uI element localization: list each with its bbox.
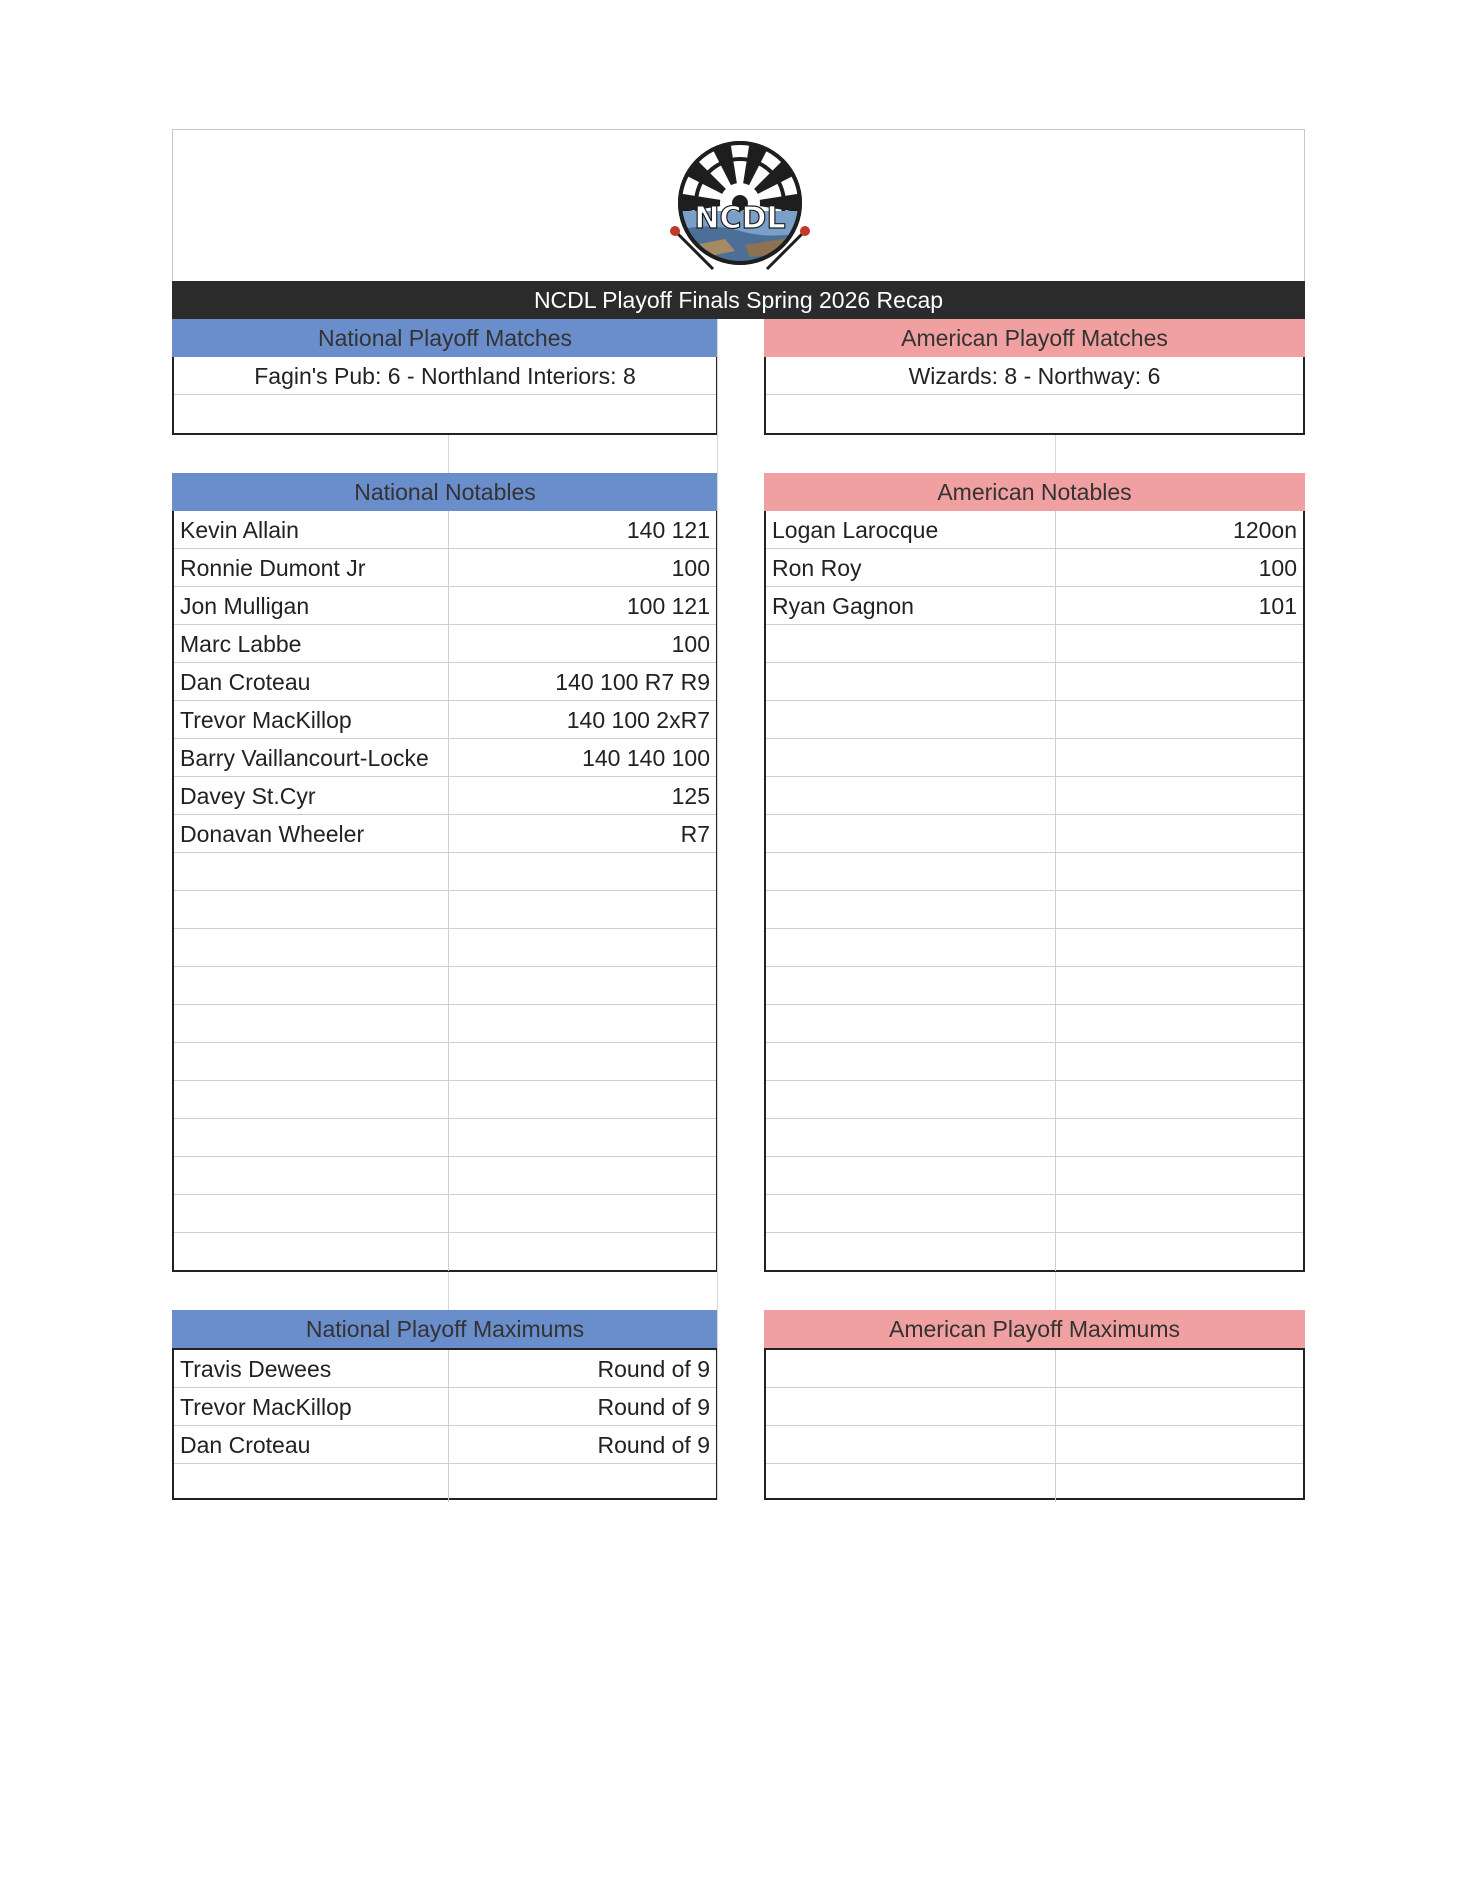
column-gap xyxy=(717,319,764,1500)
national-notable-row xyxy=(174,739,716,777)
american-notable-row xyxy=(766,511,1303,549)
empty-row xyxy=(766,967,1303,1005)
empty-row xyxy=(766,1426,1303,1464)
column-divider xyxy=(448,739,449,776)
column-divider xyxy=(448,511,449,548)
empty-row xyxy=(766,1081,1303,1119)
column-divider xyxy=(1055,587,1056,624)
empty-row xyxy=(766,395,1303,433)
column-divider xyxy=(1055,815,1056,852)
empty-row xyxy=(766,929,1303,967)
empty-row xyxy=(174,1233,716,1271)
american-maximums-header: American Playoff Maximums xyxy=(764,1310,1305,1348)
american-maximums-table xyxy=(764,1348,1305,1500)
empty-row xyxy=(766,1195,1303,1233)
column-divider xyxy=(1055,1233,1056,1271)
column-divider xyxy=(1055,891,1056,928)
national-notable-value: 140 100 2xR7 xyxy=(566,707,710,733)
national-notable-row xyxy=(174,511,716,549)
column-divider xyxy=(448,967,449,1004)
column-divider xyxy=(1055,1195,1056,1232)
column-divider xyxy=(1055,1043,1056,1080)
american-notable-name: Ryan Gagnon xyxy=(772,593,914,619)
empty-row xyxy=(174,1043,716,1081)
american-match-row xyxy=(766,357,1303,395)
empty-row xyxy=(174,395,716,433)
column-divider xyxy=(1055,1426,1056,1463)
american-match-result: Wizards: 8 - Northway: 6 xyxy=(908,363,1161,389)
empty-row xyxy=(174,1157,716,1195)
national-notable-value: 100 xyxy=(671,555,710,581)
grid-line xyxy=(448,1272,449,1310)
logo-text: NCDL xyxy=(694,201,786,236)
empty-row xyxy=(174,891,716,929)
american-notable-name: Logan Larocque xyxy=(772,517,939,543)
national-notable-row xyxy=(174,625,716,663)
empty-row xyxy=(174,1119,716,1157)
american-notables-header: American Notables xyxy=(764,473,1305,511)
column-divider xyxy=(1055,1119,1056,1156)
national-notable-name: Trevor MacKillop xyxy=(180,707,352,733)
column-divider xyxy=(1055,777,1056,814)
column-divider xyxy=(448,1005,449,1042)
national-maximums-header: National Playoff Maximums xyxy=(172,1310,718,1348)
column-divider xyxy=(1055,1005,1056,1042)
column-divider xyxy=(448,587,449,624)
empty-row xyxy=(766,1119,1303,1157)
column-divider xyxy=(448,815,449,852)
national-notable-row xyxy=(174,663,716,701)
column-divider xyxy=(448,663,449,700)
american-matches-header: American Playoff Matches xyxy=(764,319,1305,357)
column-divider xyxy=(1055,967,1056,1004)
national-notable-value: 125 xyxy=(671,783,710,809)
column-divider xyxy=(1055,1081,1056,1118)
column-divider xyxy=(448,1233,449,1271)
american-notable-value: 101 xyxy=(1258,593,1297,619)
column-divider xyxy=(1055,1464,1056,1502)
national-notable-name: Jon Mulligan xyxy=(180,593,310,619)
empty-row xyxy=(766,1157,1303,1195)
column-divider xyxy=(448,701,449,738)
column-divider xyxy=(448,1426,449,1463)
column-divider xyxy=(448,1157,449,1194)
national-notable-value: 100 121 xyxy=(626,593,710,619)
national-notable-row xyxy=(174,587,716,625)
national-notable-value: 140 140 100 xyxy=(582,745,710,771)
empty-row xyxy=(766,853,1303,891)
empty-row xyxy=(766,815,1303,853)
national-maximum-name: Dan Croteau xyxy=(180,1432,311,1458)
column-divider xyxy=(1055,549,1056,586)
national-notable-name: Marc Labbe xyxy=(180,631,302,657)
empty-row xyxy=(174,929,716,967)
national-notable-row xyxy=(174,701,716,739)
national-maximum-value: Round of 9 xyxy=(597,1394,710,1420)
column-divider xyxy=(1055,739,1056,776)
column-divider xyxy=(1055,663,1056,700)
national-notables-table xyxy=(172,511,718,1272)
column-divider xyxy=(448,1081,449,1118)
national-notable-value: 140 100 R7 R9 xyxy=(555,669,710,695)
national-matches-header: National Playoff Matches xyxy=(172,319,718,357)
national-notable-value: 140 121 xyxy=(626,517,710,543)
american-notable-name: Ron Roy xyxy=(772,555,862,581)
national-maximum-row xyxy=(174,1426,716,1464)
national-maximum-row xyxy=(174,1388,716,1426)
empty-row xyxy=(174,1081,716,1119)
american-notable-row xyxy=(766,549,1303,587)
national-notable-name: Kevin Allain xyxy=(180,517,299,543)
national-notable-row xyxy=(174,777,716,815)
american-notable-row xyxy=(766,587,1303,625)
national-notable-row xyxy=(174,815,716,853)
national-notable-name: Dan Croteau xyxy=(180,669,311,695)
empty-row xyxy=(174,967,716,1005)
empty-row xyxy=(766,1388,1303,1426)
national-notable-name: Donavan Wheeler xyxy=(180,821,365,847)
column-divider xyxy=(448,1043,449,1080)
national-notable-row xyxy=(174,549,716,587)
empty-row xyxy=(174,1464,716,1502)
national-match-row xyxy=(174,357,716,395)
empty-row xyxy=(766,891,1303,929)
american-notable-value: 120on xyxy=(1233,517,1297,543)
column-divider xyxy=(448,625,449,662)
column-divider xyxy=(448,1464,449,1502)
national-notable-value: 100 xyxy=(671,631,710,657)
empty-row xyxy=(766,663,1303,701)
empty-row xyxy=(766,1233,1303,1271)
column-divider xyxy=(1055,625,1056,662)
column-divider xyxy=(448,777,449,814)
column-divider xyxy=(448,1195,449,1232)
empty-row xyxy=(766,1350,1303,1388)
empty-row xyxy=(766,1464,1303,1502)
national-notable-name: Davey St.Cyr xyxy=(180,783,316,809)
national-notable-name: Barry Vaillancourt-Locke xyxy=(180,745,429,771)
column-divider xyxy=(448,1350,449,1387)
empty-row xyxy=(766,777,1303,815)
column-divider xyxy=(1055,1157,1056,1194)
empty-row xyxy=(766,701,1303,739)
column-divider xyxy=(1055,1350,1056,1387)
american-notable-value: 100 xyxy=(1258,555,1297,581)
national-notable-name: Ronnie Dumont Jr xyxy=(180,555,366,581)
column-divider xyxy=(448,891,449,928)
national-maximum-value: Round of 9 xyxy=(597,1432,710,1458)
american-notables-table xyxy=(764,511,1305,1272)
column-divider xyxy=(448,853,449,890)
empty-row xyxy=(174,853,716,891)
empty-row xyxy=(174,1005,716,1043)
national-matches-table xyxy=(172,357,718,435)
column-divider xyxy=(1055,929,1056,966)
national-maximum-row xyxy=(174,1350,716,1388)
column-divider xyxy=(448,1119,449,1156)
dartboard-logo-icon xyxy=(665,141,815,277)
grid-line xyxy=(1055,1272,1056,1310)
national-notable-value: R7 xyxy=(680,821,710,847)
column-divider xyxy=(1055,853,1056,890)
national-maximums-table xyxy=(172,1348,718,1500)
national-match-result: Fagin's Pub: 6 - Northland Interiors: 8 xyxy=(254,363,636,389)
national-maximum-name: Trevor MacKillop xyxy=(180,1394,352,1420)
grid-line xyxy=(448,435,449,473)
empty-row xyxy=(766,739,1303,777)
national-notables-header: National Notables xyxy=(172,473,718,511)
empty-row xyxy=(174,1195,716,1233)
column-divider xyxy=(1055,701,1056,738)
grid-line xyxy=(1055,435,1056,473)
column-divider xyxy=(1055,1388,1056,1425)
column-divider xyxy=(448,549,449,586)
empty-row xyxy=(766,625,1303,663)
national-maximum-value: Round of 9 xyxy=(597,1356,710,1382)
empty-row xyxy=(766,1043,1303,1081)
page-title: NCDL Playoff Finals Spring 2026 Recap xyxy=(172,281,1305,319)
column-divider xyxy=(448,929,449,966)
recap-sheet xyxy=(172,129,1305,1499)
column-divider xyxy=(1055,511,1056,548)
column-divider xyxy=(448,1388,449,1425)
empty-row xyxy=(766,1005,1303,1043)
national-maximum-name: Travis Dewees xyxy=(180,1356,332,1382)
american-matches-table xyxy=(764,357,1305,435)
